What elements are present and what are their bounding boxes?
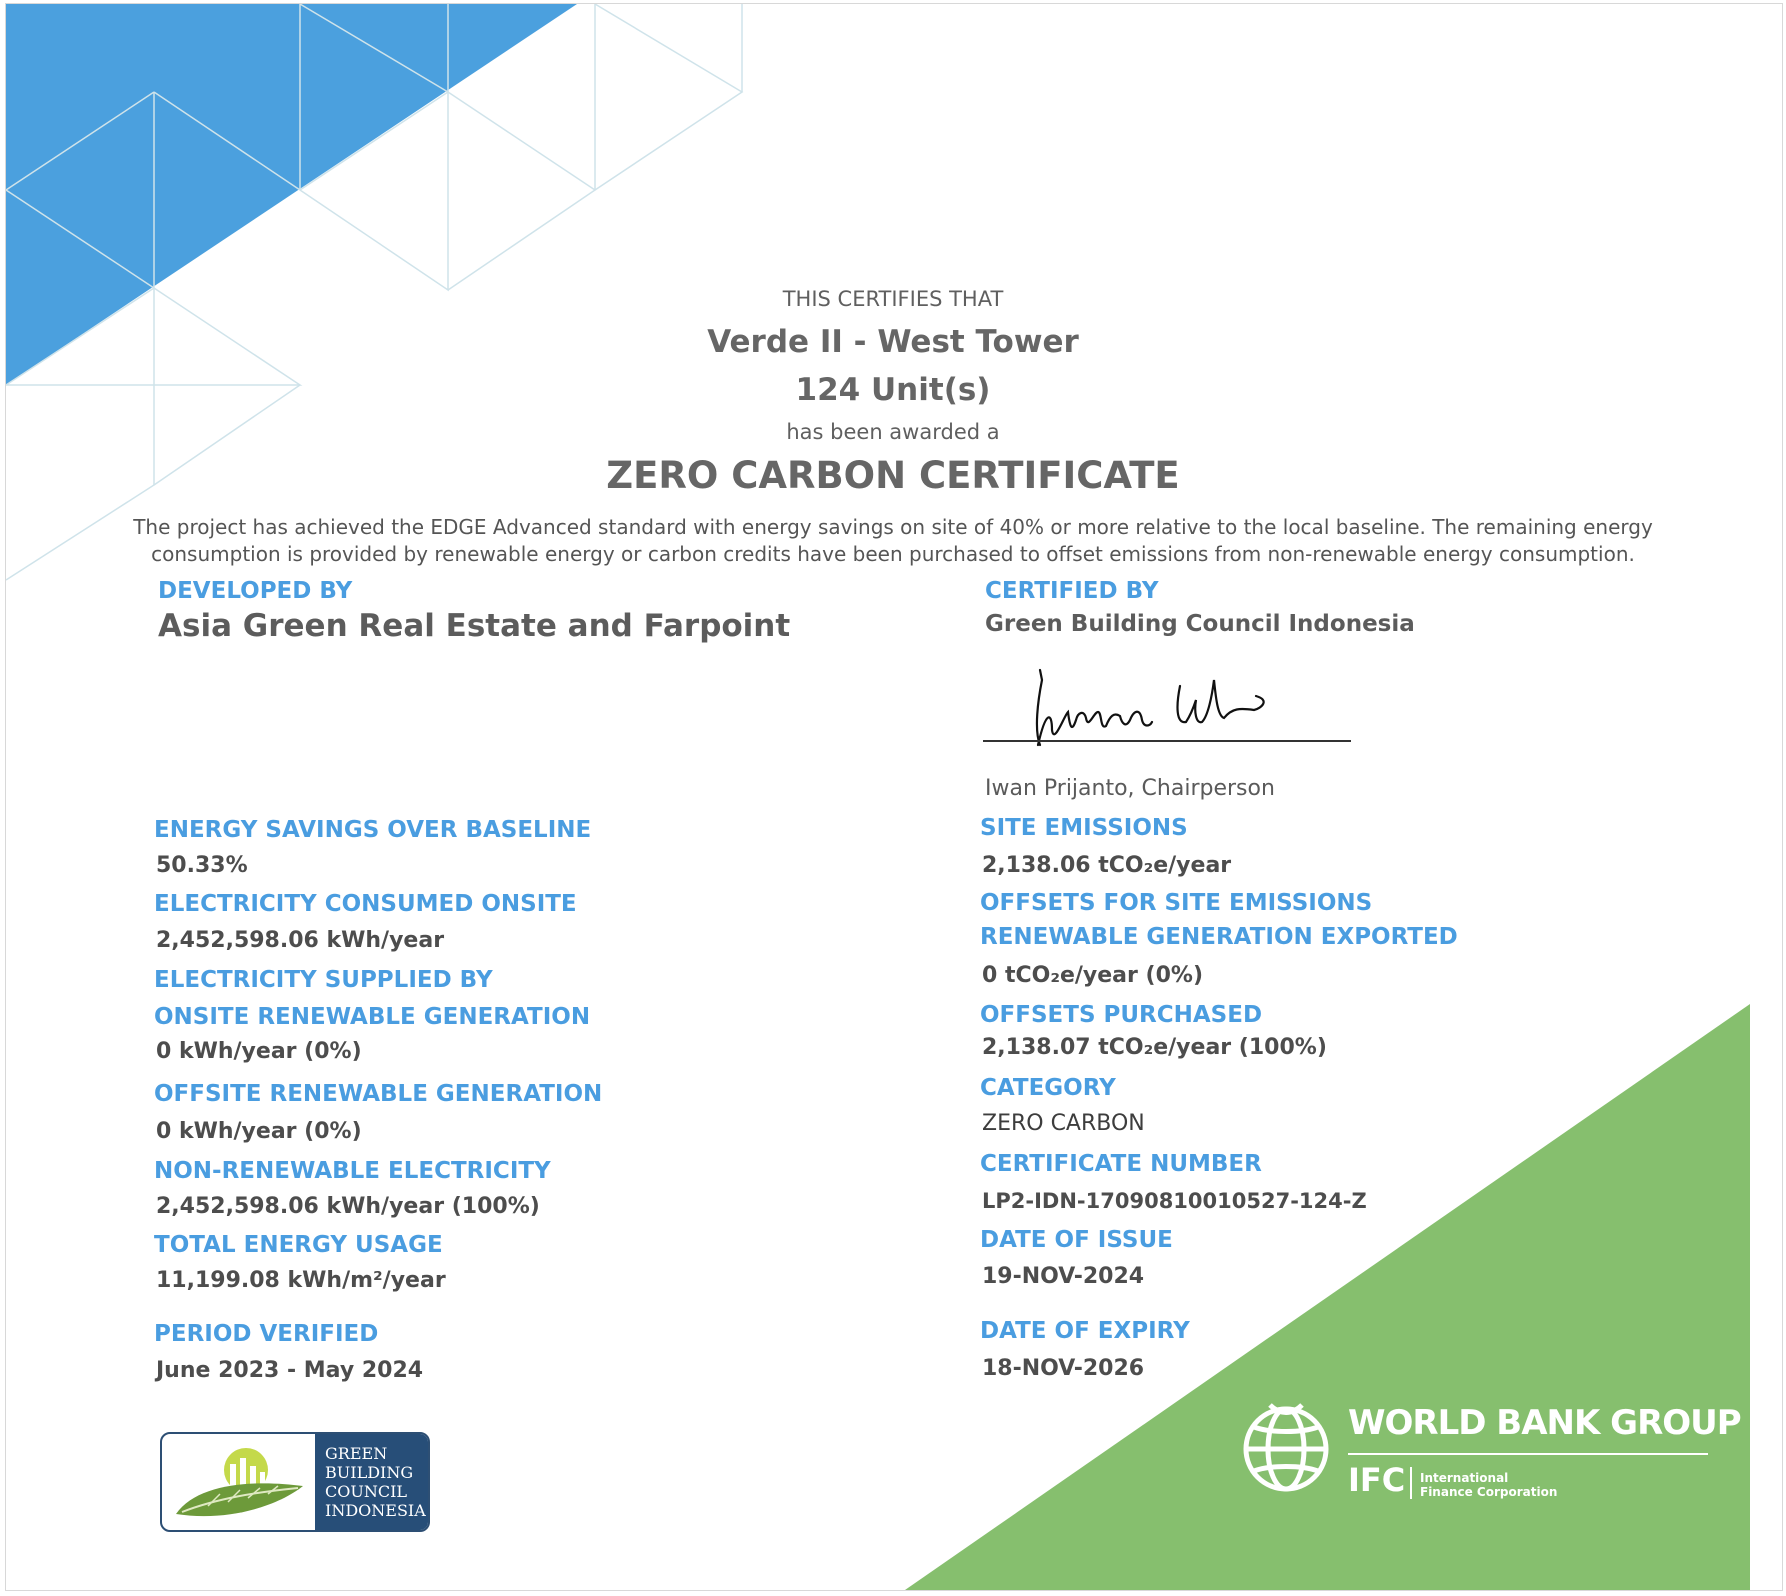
offsets-purchased-label: OFFSETS PURCHASED — [980, 1002, 1263, 1028]
developer-name: Asia Green Real Estate and Farpoint — [158, 608, 791, 644]
site-emissions-value: 2,138.06 tCO₂e/year — [982, 853, 1232, 878]
gbci-logo — [160, 1432, 430, 1532]
description-line-1: The project has achieved the EDGE Advanced standard with energy savings on site of 40% or more relative to the local baseline. The remaining energy — [133, 515, 1653, 539]
renewable-exported-label: RENEWABLE GENERATION EXPORTED — [980, 924, 1458, 950]
ifc-short-name: IFC — [1348, 1461, 1406, 1499]
ifc-name-line-2: Finance Corporation — [1420, 1485, 1558, 1499]
project-units: 124 Unit(s) — [795, 372, 991, 408]
gbci-line-3: COUNCIL — [325, 1482, 408, 1501]
category-label: CATEGORY — [980, 1075, 1116, 1101]
period-verified-value: June 2023 - May 2024 — [156, 1358, 424, 1383]
total-energy-label: TOTAL ENERGY USAGE — [154, 1232, 443, 1258]
certificate-number-label: CERTIFICATE NUMBER — [980, 1151, 1262, 1177]
certificate-border — [5, 3, 1783, 1591]
awarded-text: has been awarded a — [786, 420, 1000, 444]
certificate-number-value: LP2-IDN-17090810010527-124-Z — [982, 1189, 1367, 1213]
wbg-divider — [1348, 1453, 1708, 1455]
onsite-renewable-label: ONSITE RENEWABLE GENERATION — [154, 1004, 591, 1030]
certifier-name: Green Building Council Indonesia — [985, 611, 1415, 637]
onsite-renewable-value: 0 kWh/year (0%) — [156, 1039, 362, 1064]
certifies-text: THIS CERTIFIES THAT — [782, 287, 1004, 311]
certified-by-label: CERTIFIED BY — [985, 578, 1159, 604]
electricity-onsite-value: 2,452,598.06 kWh/year — [156, 928, 445, 953]
ifc-divider — [1410, 1467, 1412, 1499]
renewable-exported-value: 0 tCO₂e/year (0%) — [982, 963, 1203, 988]
offsite-renewable-label: OFFSITE RENEWABLE GENERATION — [154, 1081, 603, 1107]
gbci-line-4: INDONESIA — [325, 1501, 426, 1520]
project-name: Verde II - West Tower — [707, 324, 1079, 360]
date-of-expiry-label: DATE OF EXPIRY — [980, 1318, 1190, 1344]
site-emissions-label: SITE EMISSIONS — [980, 815, 1188, 841]
developed-by-label: DEVELOPED BY — [158, 578, 353, 604]
signature-line — [983, 740, 1351, 742]
signatory-name: Iwan Prijanto, Chairperson — [985, 776, 1275, 801]
gbci-leaf-icon — [168, 1442, 313, 1524]
category-value: ZERO CARBON — [982, 1111, 1145, 1136]
description-line-2: consumption is provided by renewable energy or carbon credits have been purchased to offset emissions from non-renewable energy consumption. — [151, 542, 1635, 566]
world-bank-group-logo — [1240, 1395, 1741, 1525]
energy-savings-value: 50.33% — [156, 853, 248, 878]
non-renewable-value: 2,452,598.06 kWh/year (100%) — [156, 1194, 540, 1219]
wbg-title: WORLD BANK GROUP — [1348, 1403, 1741, 1443]
supplied-by-label: ELECTRICITY SUPPLIED BY — [154, 967, 493, 993]
offsets-purchased-value: 2,138.07 tCO₂e/year (100%) — [982, 1035, 1327, 1060]
electricity-onsite-label: ELECTRICITY CONSUMED ONSITE — [154, 891, 577, 917]
offsets-site-emissions-label: OFFSETS FOR SITE EMISSIONS — [980, 890, 1373, 916]
energy-savings-label: ENERGY SAVINGS OVER BASELINE — [154, 817, 592, 843]
gbci-text-panel — [315, 1434, 430, 1530]
date-of-issue-value: 19-NOV-2024 — [982, 1264, 1145, 1289]
total-energy-value: 11,199.08 kWh/m²/year — [156, 1268, 446, 1293]
gbci-line-2: BUILDING — [325, 1463, 414, 1482]
date-of-expiry-value: 18-NOV-2026 — [982, 1356, 1145, 1381]
date-of-issue-label: DATE OF ISSUE — [980, 1227, 1173, 1253]
period-verified-label: PERIOD VERIFIED — [154, 1321, 379, 1347]
offsite-renewable-value: 0 kWh/year (0%) — [156, 1119, 362, 1144]
ifc-name-line-1: International — [1420, 1471, 1509, 1485]
globe-icon — [1240, 1395, 1332, 1499]
certificate-title: ZERO CARBON CERTIFICATE — [606, 454, 1180, 497]
non-renewable-label: NON-RENEWABLE ELECTRICITY — [154, 1158, 551, 1184]
gbci-line-1: GREEN — [325, 1444, 388, 1463]
